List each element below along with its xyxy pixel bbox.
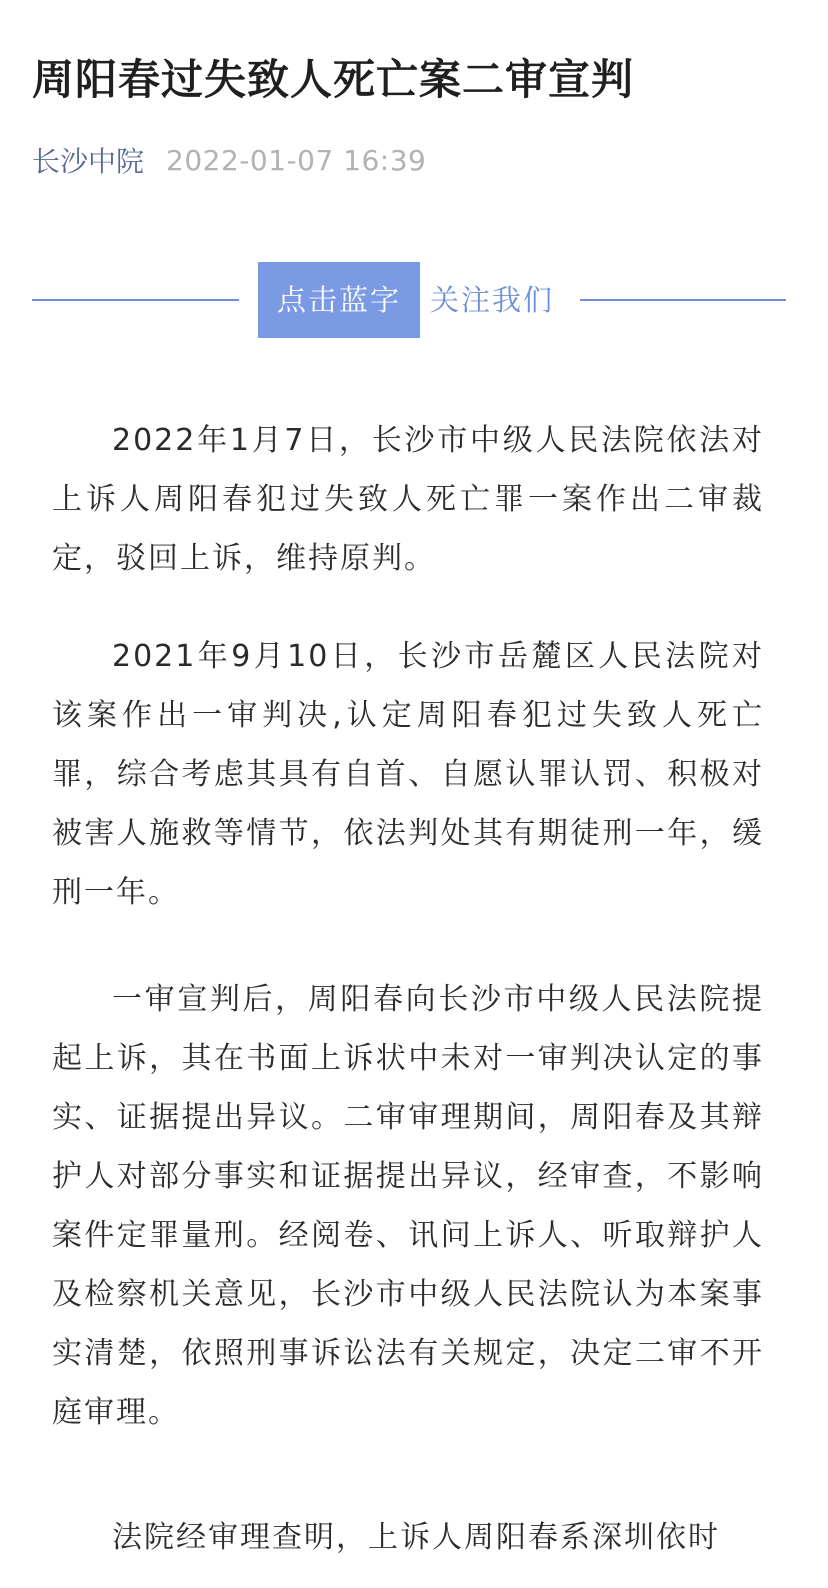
click-blue-text-box[interactable]: 点击蓝字: [258, 262, 420, 338]
banner-divider-right: [580, 299, 786, 301]
body-paragraph: 2022年1月7日，长沙市中级人民法院依法对上诉人周阳春犯过失致人死亡罪一案作出二审裁定，驳回上诉，维持原判。: [52, 423, 764, 576]
article-meta: [32, 140, 426, 180]
body-paragraph: 法院经审理查明，上诉人周阳春系深圳依时: [112, 1520, 720, 1555]
banner-divider-left: [32, 299, 239, 301]
follow-us-text[interactable]: 关注我们: [430, 283, 555, 317]
follow-banner[interactable]: [32, 262, 786, 338]
account-name-link[interactable]: 长沙中院: [32, 145, 145, 178]
body-paragraph: 2021年9月10日，长沙市岳麓区人民法院对该案作出一审判决,认定周阳春犯过失致人死亡罪，综合考虑其具有自首、自愿认罪认罚、积极对被害人施救等情节，依法判处其有期徒刑一年，缓刑一年。: [52, 639, 764, 910]
body-paragraph: 一审宣判后，周阳春向长沙市中级人民法院提起上诉，其在书面上诉状中未对一审判决认定的事实、证据提出异议。二审审理期间，周阳春及其辩护人对部分事实和证据提出异议，经审查，不影响案件定罪量刑。经阅卷、讯问上诉人、听取辩护人及检察机关意见，长沙市中级人民法院认为本案事实清楚，依照刑事诉讼法有关规定，决定二审不开庭审理。: [52, 982, 764, 1430]
publish-date: 2022-01-07 16:39: [166, 143, 427, 177]
article-title: 周阳春过失致人死亡案二审宣判: [32, 55, 635, 104]
